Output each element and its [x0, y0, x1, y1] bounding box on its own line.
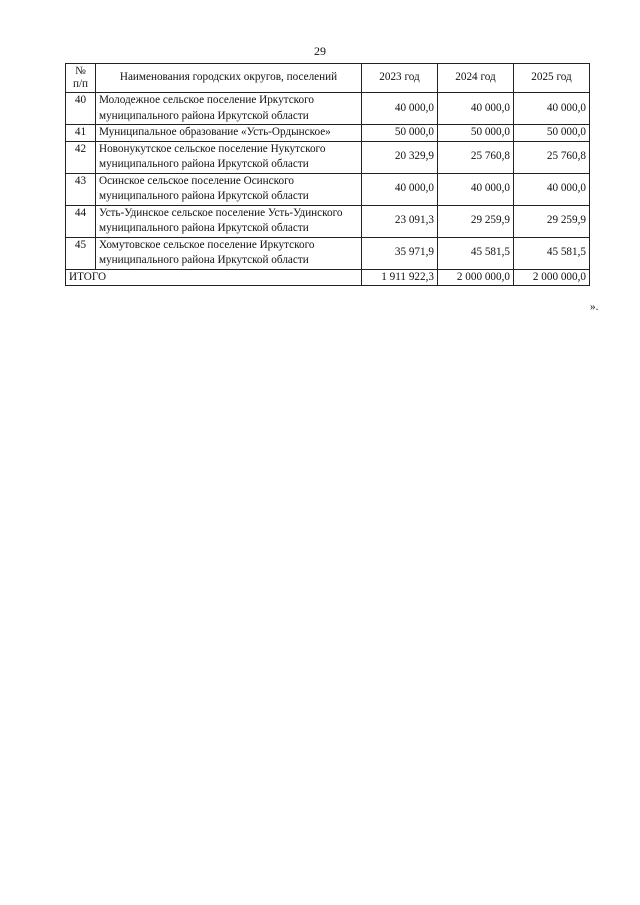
header-2025: 2025 год: [514, 64, 590, 93]
closing-quote-mark: ».: [590, 301, 599, 313]
table-row: [66, 173, 590, 205]
row-value-2023: 40 000,0: [362, 173, 438, 205]
page-number: 29: [314, 44, 326, 58]
row-number: 40: [66, 93, 96, 125]
total-label: ИТОГО: [66, 269, 362, 286]
total-row: [66, 269, 590, 286]
row-value-2025: 40 000,0: [514, 173, 590, 205]
row-number: 44: [66, 205, 96, 237]
table-row: [66, 93, 590, 125]
row-name: Молодежное сельское поселение Иркутского муниципального района Иркутской области: [96, 93, 362, 125]
row-value-2024: 45 581,5: [438, 237, 514, 269]
row-value-2023: 50 000,0: [362, 125, 438, 142]
table-header-row: [66, 64, 590, 93]
row-number: 42: [66, 141, 96, 173]
row-name: Новонукутское сельское поселение Нукутского муниципального района Иркутской области: [96, 141, 362, 173]
header-2023: 2023 год: [362, 64, 438, 93]
row-value-2024: 29 259,9: [438, 205, 514, 237]
row-value-2025: 40 000,0: [514, 93, 590, 125]
header-2024: 2024 год: [438, 64, 514, 93]
row-value-2023: 20 329,9: [362, 141, 438, 173]
header-number-line2: п/п: [72, 78, 89, 90]
row-value-2025: 25 760,8: [514, 141, 590, 173]
row-value-2024: 40 000,0: [438, 93, 514, 125]
total-2025: 2 000 000,0: [514, 269, 590, 286]
table-row: [66, 125, 590, 142]
budget-table: [65, 63, 590, 286]
row-name: Муниципальное образование «Усть-Ордынское»: [96, 125, 362, 142]
budget-table-container: [65, 63, 590, 286]
row-name: Хомутовское сельское поселение Иркутского муниципального района Иркутской области: [96, 237, 362, 269]
header-number: [66, 64, 96, 93]
row-value-2024: 50 000,0: [438, 125, 514, 142]
row-name: Осинское сельское поселение Осинского муниципального района Иркутской области: [96, 173, 362, 205]
row-value-2024: 25 760,8: [438, 141, 514, 173]
table-row: [66, 141, 590, 173]
row-value-2025: 29 259,9: [514, 205, 590, 237]
total-2024: 2 000 000,0: [438, 269, 514, 286]
row-number: 45: [66, 237, 96, 269]
header-name: Наименования городских округов, поселений: [96, 64, 362, 93]
row-name: Усть-Удинское сельское поселение Усть-Удинского муниципального района Иркутской области: [96, 205, 362, 237]
row-value-2023: 23 091,3: [362, 205, 438, 237]
total-2023: 1 911 922,3: [362, 269, 438, 286]
table-row: [66, 237, 590, 269]
row-value-2024: 40 000,0: [438, 173, 514, 205]
row-number: 41: [66, 125, 96, 142]
row-value-2023: 35 971,9: [362, 237, 438, 269]
row-number: 43: [66, 173, 96, 205]
table-row: [66, 205, 590, 237]
header-number-line1: №: [75, 65, 86, 77]
row-value-2025: 45 581,5: [514, 237, 590, 269]
row-value-2025: 50 000,0: [514, 125, 590, 142]
row-value-2023: 40 000,0: [362, 93, 438, 125]
